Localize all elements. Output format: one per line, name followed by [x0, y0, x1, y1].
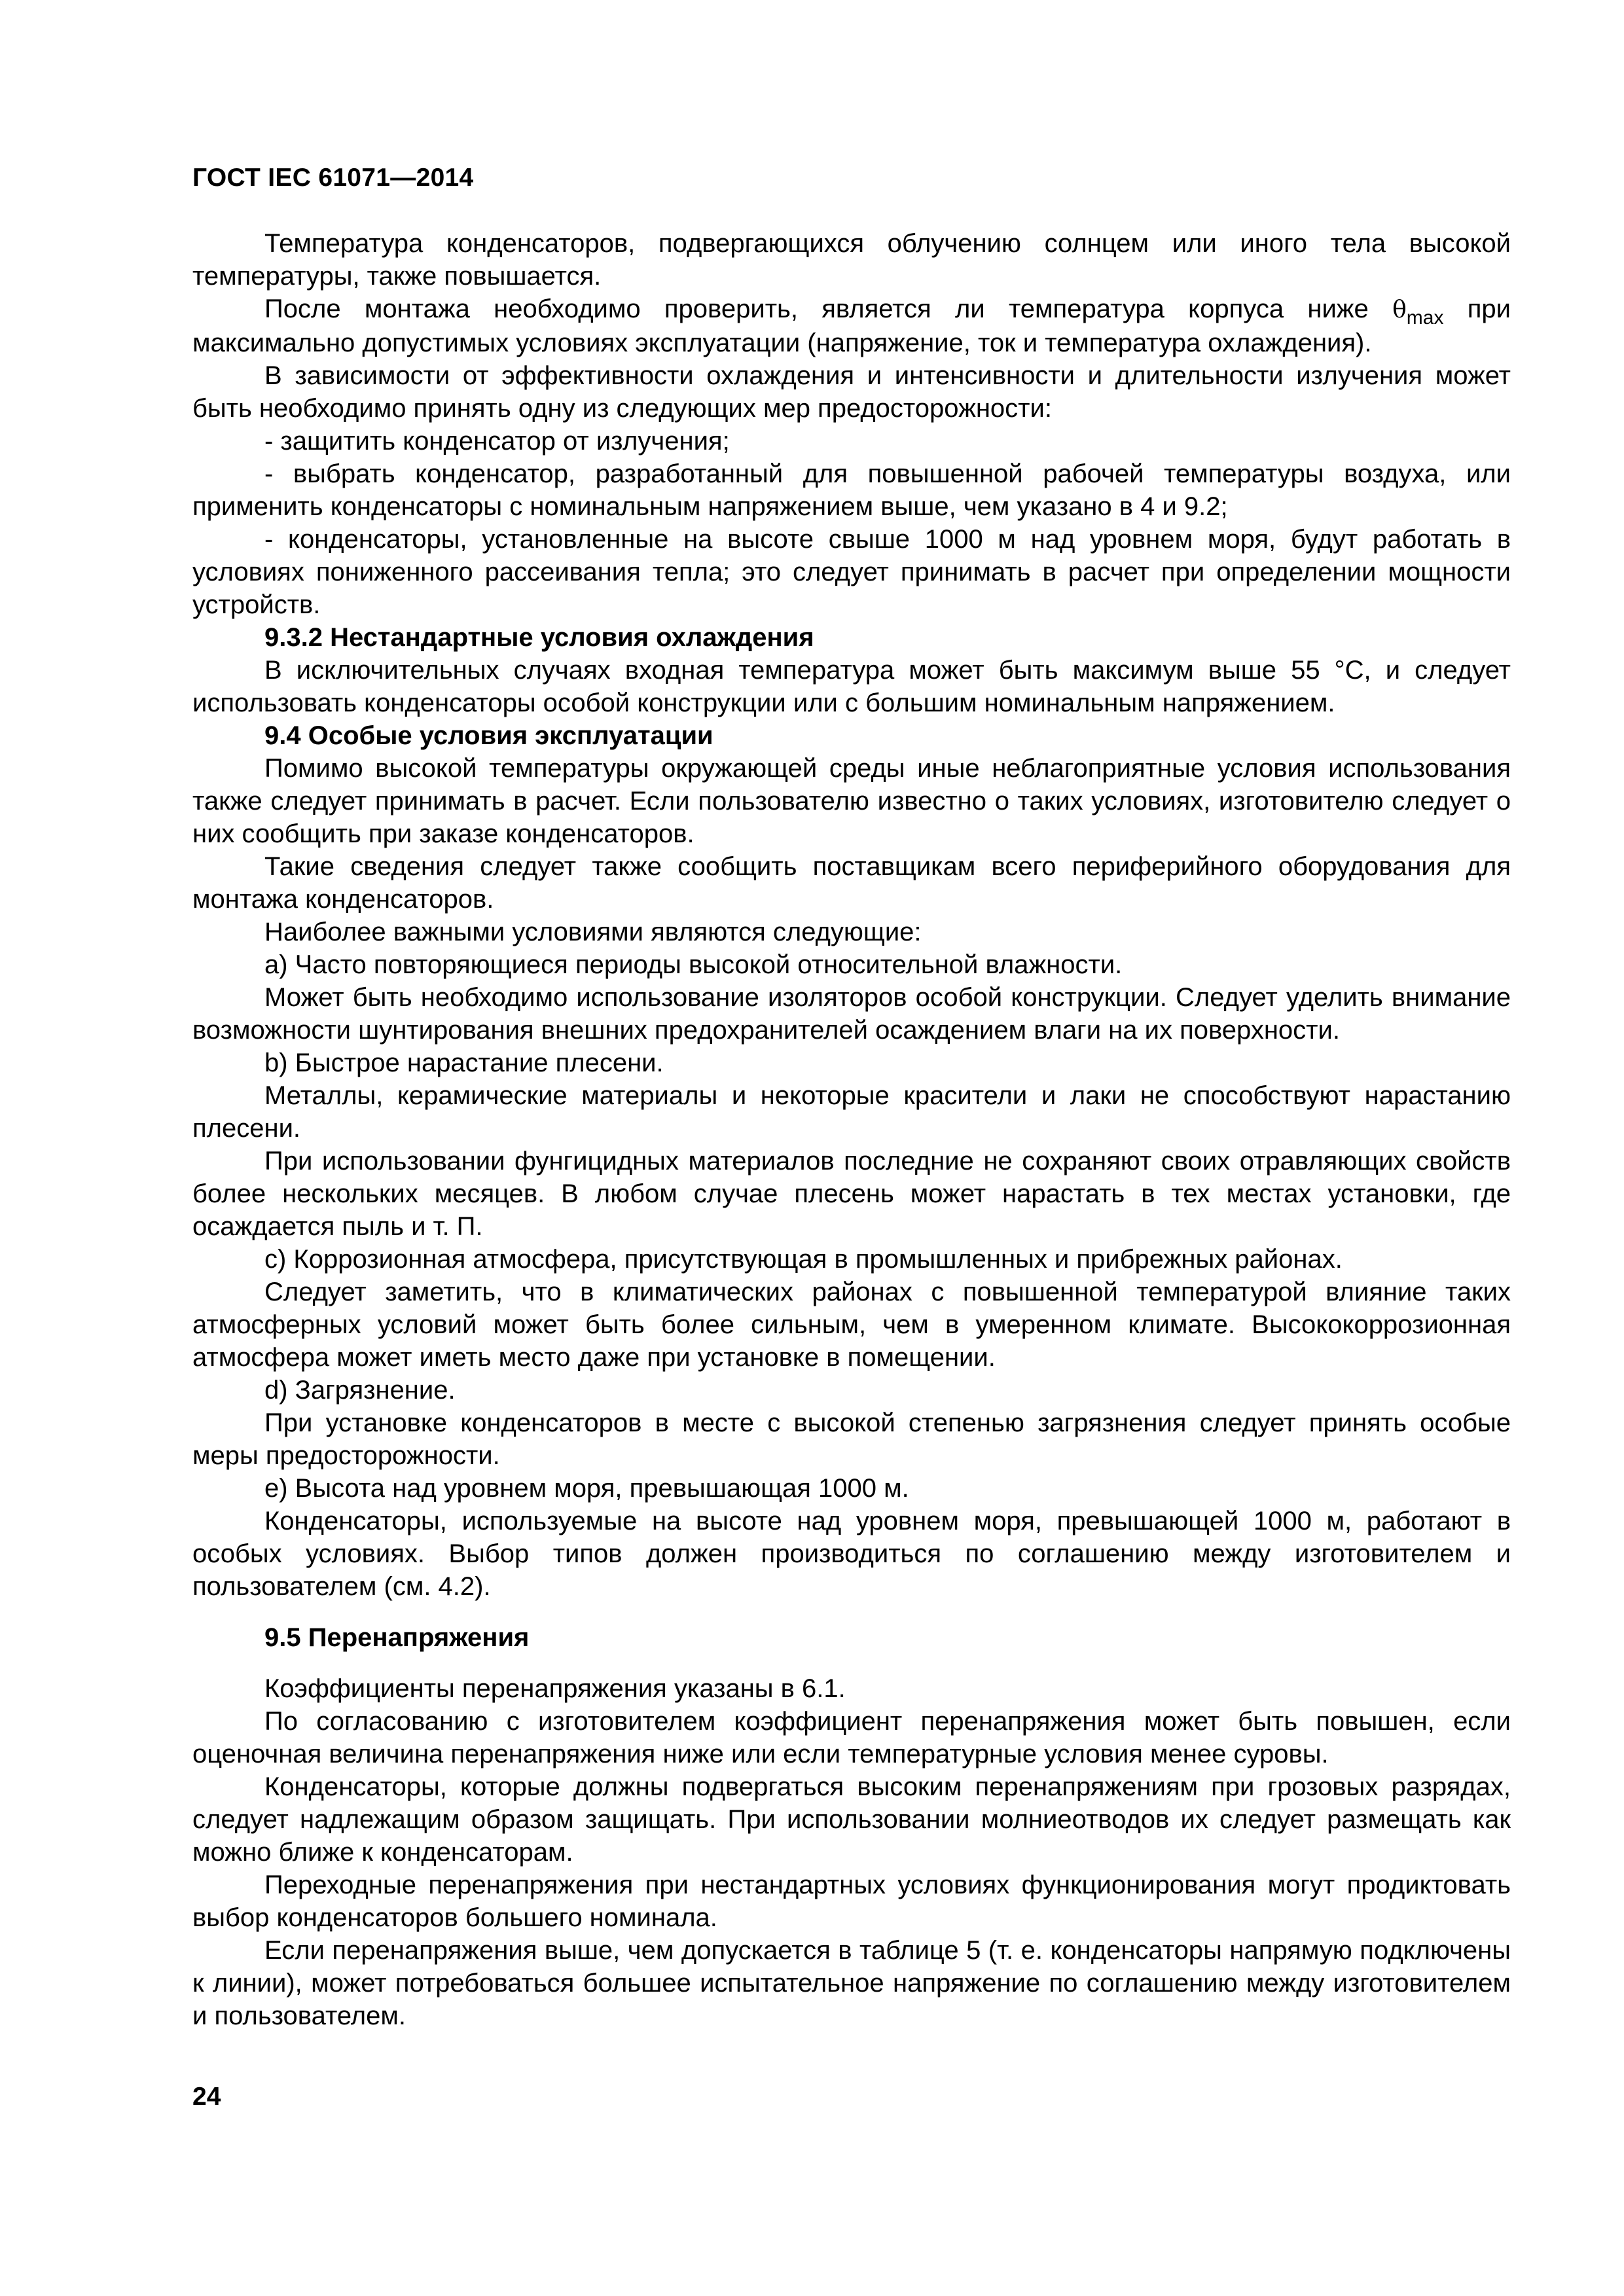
paragraph: Может быть необходимо использование изоляторов особой конструкции. Следует уделить внимание возможности шунтирования внешних предохранителей осаждением влаги на их поверхности.	[192, 983, 1511, 1045]
page-number: 24	[192, 2083, 221, 2111]
paragraph: Переходные перенапряжения при нестандартных условиях функционирования могут продиктовать выбор конденсаторов большего номинала.	[192, 1871, 1511, 1932]
paragraph: По согласованию с изготовителем коэффициент перенапряжения может быть повышен, если оценочная величина перенапряжения ниже или если температурные условия менее суровы.	[192, 1707, 1511, 1768]
paragraph: Конденсаторы, которые должны подвергаться высоким перенапряжениям при грозовых разрядах, следует надлежащим образом защищать. При использовании молниеотводов их следует размещать как можно ближе к конденсаторам.	[192, 1772, 1511, 1867]
paragraph: Такие сведения следует также сообщить поставщикам всего периферийного оборудования для монтажа конденсаторов.	[192, 852, 1511, 914]
list-item: а) Часто повторяющиеся периоды высокой относительной влажности.	[264, 950, 1123, 979]
list-item: - выбрать конденсатор, разработанный для повышенной рабочей температуры воздуха, или применить конденсаторы с номинальным напряжением выше, чем указано в 4 и 9.2;	[192, 459, 1511, 521]
paragraph: При установке конденсаторов в месте с высокой степенью загрязнения следует принять особые меры предосторожности.	[192, 1408, 1511, 1470]
section-heading-9-5: 9.5 Перенапряжения	[264, 1623, 530, 1652]
theta-subscript: max	[1406, 307, 1444, 329]
paragraph: Следует заметить, что в климатических районах с повышенной температурой влияние таких атмосферных условий может быть более сильным, чем в умеренном климате. Высококоррозионная атмосфера может иметь место даже при установке в помещении.	[192, 1278, 1511, 1372]
paragraph: В исключительных случаях входная температура может быть максимум выше 55 °С, и следует использовать конденсаторы особой конструкции или с большим номинальным напряжением.	[192, 656, 1511, 717]
document-body	[192, 227, 1511, 2032]
list-item: b) Быстрое нарастание плесени.	[264, 1049, 664, 1077]
paragraph: Температура конденсаторов, подвергающихся облучению солнцем или иного тела высокой температуры, также повышается.	[192, 229, 1511, 291]
list-item: d) Загрязнение.	[264, 1376, 456, 1405]
paragraph: Наиболее важными условиями являются следующие:	[264, 918, 922, 946]
list-item: с) Коррозионная атмосфера, присутствующая в промышленных и прибрежных районах.	[264, 1245, 1343, 1274]
paragraph: Конденсаторы, используемые на высоте над уровнем моря, превышающей 1000 м, работают в особых условиях. Выбор типов должен производиться по соглашению между изготовителем и пользователем (см. 4.2).	[192, 1507, 1511, 1601]
list-item: - защитить конденсатор от излучения;	[264, 427, 730, 456]
list-item: - конденсаторы, установленные на высоте свыше 1000 м над уровнем моря, будут работать в условиях пониженного рассеивания тепла; это следует принимать в расчет при определении мощности устройств.	[192, 525, 1511, 619]
paragraph-text: После монтажа необходимо проверить, является ли температура корпуса ниже	[264, 295, 1393, 323]
paragraph: Помимо высокой температуры окружающей среды иные неблагоприятные условия использования также следует принимать в расчет. Если пользователю известно о таких условиях, изготовителю следует о них сообщить при заказе конденсаторов.	[192, 754, 1511, 848]
paragraph: При использовании фунгицидных материалов последние не сохраняют своих отравляющих свойств более нескольких месяцев. В любом случае плесень может нарастать в тех местах установки, где осаждается пыль и т. П.	[192, 1147, 1511, 1241]
theta-symbol: θ	[1392, 296, 1407, 323]
list-item: е) Высота над уровнем моря, превышающая 1000 м.	[264, 1474, 909, 1503]
document-header: ГОСТ IEC 61071—2014	[192, 164, 474, 192]
paragraph-theta-max	[192, 293, 1511, 359]
paragraph-text: при максимально допустимых условиях эксплуатации (напряжение, ток и температура охлаждения).	[192, 295, 1511, 357]
section-heading-9-3-2: 9.3.2 Нестандартные условия охлаждения	[264, 623, 814, 652]
paragraph: Коэффициенты перенапряжения указаны в 6.1.	[264, 1674, 846, 1703]
paragraph: Металлы, керамические материалы и некоторые красители и лаки не способствуют нарастанию плесени.	[192, 1081, 1511, 1143]
paragraph: В зависимости от эффективности охлаждения и интенсивности и длительности излучения может быть необходимо принять одну из следующих мер предосторожности:	[192, 361, 1511, 423]
paragraph: Если перенапряжения выше, чем допускается в таблице 5 (т. е. конденсаторы напрямую подключены к линии), может потребоваться большее испытательное напряжение по соглашению между изготовителем и пользователем.	[192, 1936, 1511, 2030]
section-heading-9-4: 9.4 Особые условия эксплуатации	[264, 721, 713, 750]
